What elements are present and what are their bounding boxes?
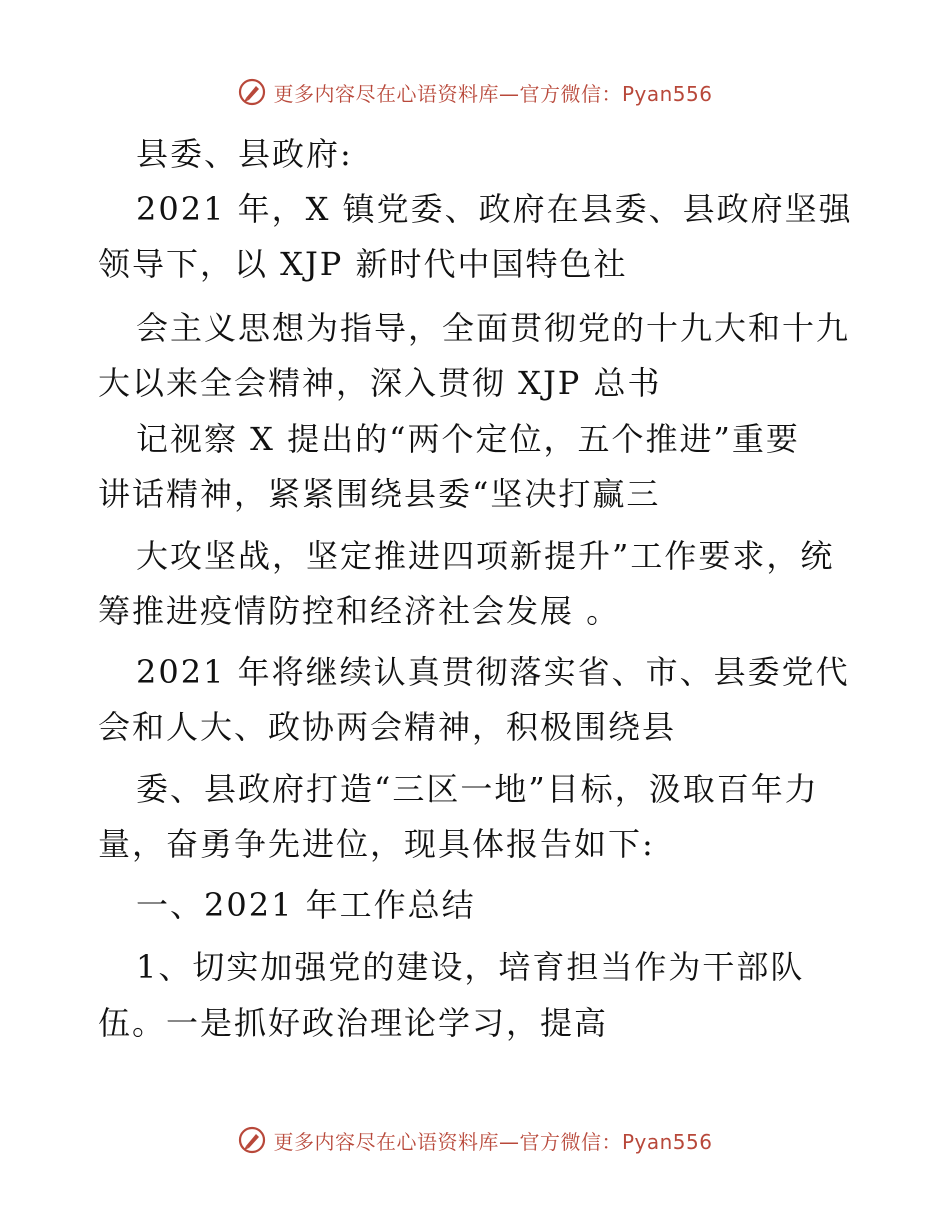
pen-nib-logo-icon	[237, 77, 267, 107]
salutation: 县委、县政府:	[136, 135, 353, 173]
paragraph-line: 2021 年将继续认真贯彻落实省、市、县委党代	[136, 653, 850, 691]
paragraph-line: 记视察 X 提出的“两个定位，五个推进”重要	[136, 420, 800, 458]
watermark-text: 更多内容尽在心语资料库—官方微信：Pyan556	[273, 1129, 713, 1154]
pen-nib-logo-icon	[237, 1125, 267, 1155]
header-watermark	[0, 72, 950, 112]
section-heading: 一、2021 年工作总结	[136, 886, 476, 924]
watermark-text: 更多内容尽在心语资料库—官方微信：Pyan556	[273, 81, 713, 106]
paragraph-line: 伍。一是抓好政治理论学习，提高	[98, 1004, 609, 1042]
footer-watermark	[0, 1120, 950, 1160]
paragraph-line: 委、县政府打造“三区一地”目标，汲取百年力	[136, 770, 819, 808]
paragraph-line: 会主义思想为指导，全面贯彻党的十九大和十九	[136, 309, 851, 347]
paragraph-line: 大以来全会精神，深入贯彻 XJP 总书	[98, 364, 662, 402]
paragraph-line: 会和人大、政协两会精神，积极围绕县	[98, 708, 677, 746]
paragraph-line: 2021 年，X 镇党委、政府在县委、县政府坚强	[136, 190, 853, 228]
paragraph-line: 大攻坚战，坚定推进四项新提升”工作要求，统	[136, 537, 835, 575]
paragraph-line: 领导下，以 XJP 新时代中国特色社	[98, 245, 628, 283]
paragraph-line: 讲话精神，紧紧围绕县委“坚决打赢三	[98, 475, 661, 513]
paragraph-line: 1、切实加强党的建设，培育担当作为干部队	[136, 948, 805, 986]
paragraph-line: 筹推进疫情防控和经济社会发展 。	[98, 592, 621, 630]
paragraph-line: 量，奋勇争先进位，现具体报告如下:	[98, 825, 655, 863]
